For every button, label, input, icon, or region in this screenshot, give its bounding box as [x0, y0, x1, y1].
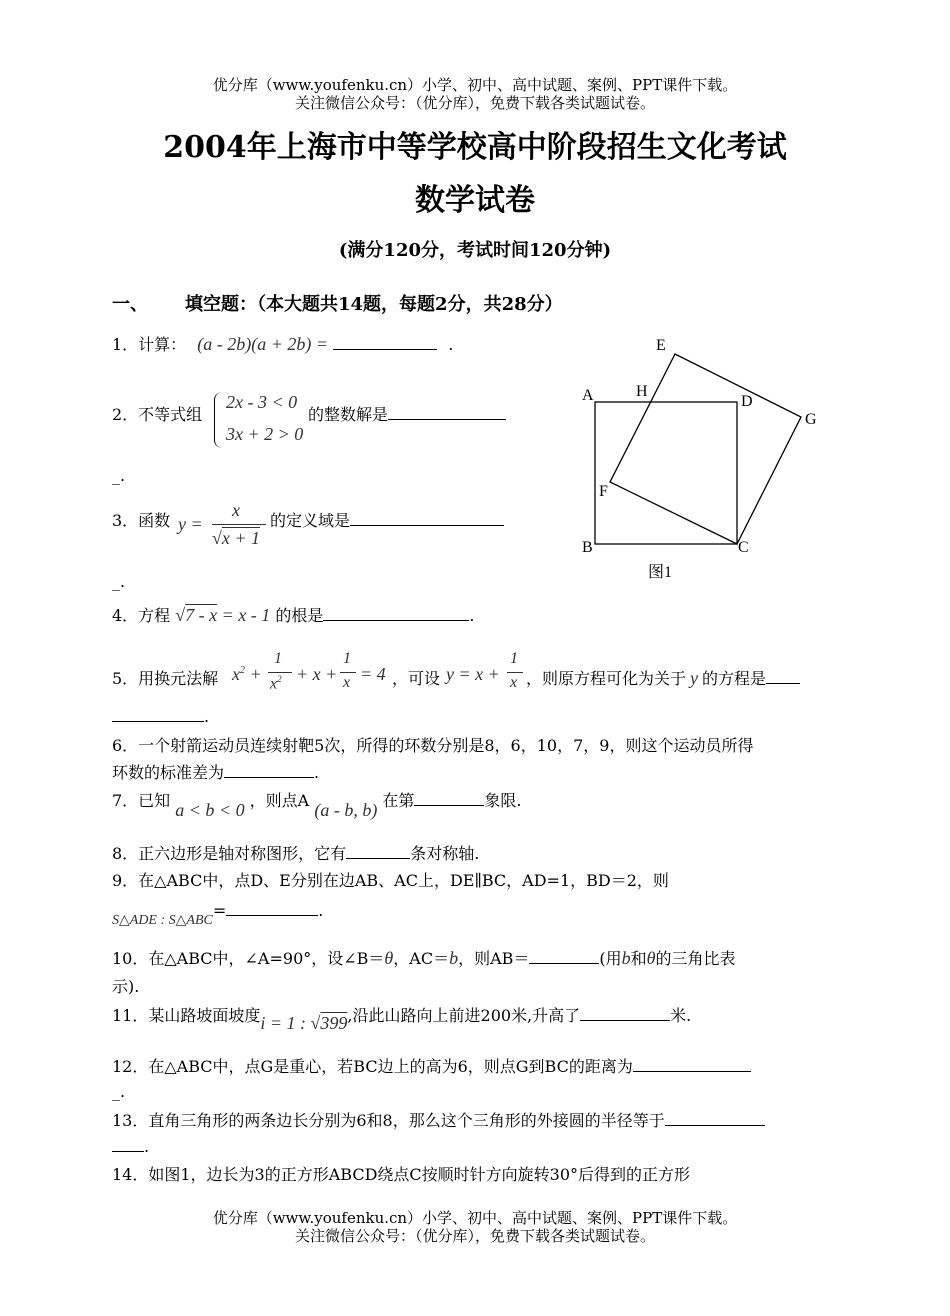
q3-prefix: 3．函数 — [112, 511, 171, 530]
question-1 — [112, 332, 453, 355]
question-11: 11．某山路坡面坡度i = 1 : √399,沿此山路向上前进200米,升高了 米. — [112, 1006, 692, 1033]
q11-answer-blank — [580, 1005, 670, 1021]
q2-brace — [214, 392, 223, 448]
label-h: H — [636, 383, 648, 400]
label-b: B — [582, 539, 593, 556]
section-heading: 填空题：（本大题共14题，每题2分，共28分） — [185, 294, 563, 315]
q3-math-denominator: √x + 1 — [212, 528, 261, 548]
q2-math-line-2: 3x + 2 > 0 — [226, 424, 304, 444]
q5-math-eq: = 4 — [360, 664, 386, 684]
q7-mid: ，则点A — [249, 791, 310, 810]
q5-math-sub: y = x + — [446, 664, 500, 684]
q7-math: a < b < 0 — [175, 800, 245, 820]
q1-answer-blank — [333, 334, 437, 350]
q7-point-math: (a - b, b) — [314, 800, 378, 820]
q4-math: √7 - x = x - 1 — [175, 605, 271, 625]
q2-prefix: 2．不等式组 — [112, 405, 203, 424]
q5-frac1-bar — [268, 672, 292, 673]
page-title: 2004年上海市中等学校高中阶段招生文化考试 — [163, 130, 787, 165]
q2-math-line-1: 2x - 3 < 0 — [226, 392, 298, 412]
header-line-2: 关注微信公众号：（优分库），免费下载各类试题试卷。 — [294, 94, 655, 112]
footer-line-1: 优分库（www.youfenku.cn）小学、初中、高中试题、案例、PPT课件下载。 — [212, 1209, 738, 1227]
q12-continuation: _. — [112, 1082, 126, 1101]
q1-math: (a - 2b)(a + 2b) = — [197, 334, 329, 354]
q5-frac3-numerator: 1 — [510, 650, 518, 667]
q4-end: . — [469, 606, 475, 625]
q9-math: S△ADE : S△ABC — [112, 913, 213, 928]
q3-fraction-bar — [212, 524, 266, 525]
q10-line-1: 10．在△ABC中，∠A=90°，设∠B＝θ，AC＝b，则AB＝ (用b和θ的三角比表 — [112, 948, 736, 968]
question-5-tail — [526, 666, 800, 689]
q7-end: 象限. — [484, 791, 522, 810]
q5-frac1-denominator: $x^2$ — [270, 674, 282, 693]
q9-line-2: S△ADE : S△ABC= . — [112, 901, 324, 928]
q2-answer-blank — [388, 404, 506, 420]
question-7 — [112, 788, 522, 820]
page-subtitle: 数学试卷 — [415, 183, 535, 218]
q5-math-lhs: $x^2$ + — [232, 664, 262, 684]
q2-continuation: _. — [112, 466, 126, 485]
q10-theta-2: θ — [646, 948, 656, 968]
question-2-tail — [308, 402, 506, 425]
q5-line-2 — [112, 706, 209, 726]
q13-answer-blank-1 — [665, 1110, 765, 1126]
q12-line-1: 12．在△ABC中，点G是重心，若BC边上的高为6，则点G到BC的距离为 — [112, 1054, 751, 1077]
label-d: D — [741, 393, 753, 410]
q3-math-numerator: x — [232, 500, 240, 520]
q6-answer-blank — [224, 762, 314, 778]
q5-frac2-bar — [340, 672, 356, 673]
q5-mid2: ，则原方程可化为关于 — [526, 669, 687, 688]
question-4 — [112, 603, 475, 626]
q14-line-1: 14．如图1，边长为3的正方形ABCD绕点C按顺时针方向旋转30°后得到的正方形 — [112, 1165, 691, 1184]
q5-answer-blank-2 — [112, 706, 204, 722]
q6-line-1: 6．一个射箭运动员连续射靶5次，所得的环数分别是8，6，10，7，9，则这个运动员所得 — [112, 736, 754, 755]
label-f: F — [599, 483, 608, 500]
figure-caption: 图1 — [648, 564, 673, 581]
label-e: E — [656, 337, 666, 354]
q6-line-2: 环数的标准差为 . — [112, 763, 320, 782]
q13-answer-blank-2 — [112, 1136, 144, 1152]
q2-suffix: 的整数解是 — [308, 405, 389, 424]
q9-answer-blank — [226, 900, 318, 916]
footer-line-2: 关注微信公众号：（优分库），免费下载各类试题试卷。 — [294, 1227, 655, 1245]
q7-suffix: 在第 — [382, 791, 415, 810]
q13-line-2: . — [112, 1136, 149, 1156]
q5-math-mid: + x + — [296, 664, 338, 684]
q10-theta: θ — [384, 948, 394, 968]
exam-info: (满分120分，考试时间120分钟) — [338, 240, 612, 261]
q7-answer-blank — [414, 790, 484, 806]
q4-answer-blank — [323, 605, 469, 621]
q5-frac3-bar — [507, 672, 523, 673]
q4-suffix: 的根是 — [275, 606, 324, 625]
q1-prefix: 1．计算： — [112, 335, 187, 354]
q9-line-1: 9．在△ABC中，点D、E分别在边AB、AC上，DE∥BC，AD=1，BD＝2，则 — [112, 871, 669, 890]
q10-b-2: b — [621, 948, 631, 968]
q5-end: . — [204, 707, 210, 726]
q12-answer-blank — [633, 1056, 751, 1072]
q11-math: i = 1 : √399 — [260, 1013, 348, 1033]
square-abcd — [595, 402, 737, 544]
q8-answer-blank — [346, 843, 410, 859]
section-number: 一、 — [112, 294, 148, 315]
label-a: A — [582, 387, 594, 404]
q5-var: y — [690, 668, 699, 688]
q5-prefix: 5．用换元法解 — [112, 669, 219, 688]
q13-line-1: 13．直角三角形的两条边长分别为6和8，那么这个三角形的外接圆的半径等于 — [112, 1108, 765, 1131]
q5-mid: ，可设 — [392, 669, 441, 688]
figure-1-diagram — [560, 330, 840, 590]
q3-answer-blank — [350, 510, 504, 526]
q5-frac1-numerator: 1 — [274, 650, 282, 667]
header-line-1: 优分库（www.youfenku.cn）小学、初中、高中试题、案例、PPT课件下载。 — [212, 76, 738, 94]
q5-suffix: 的方程是 — [702, 669, 767, 688]
q3-suffix: 的定义域是 — [270, 511, 351, 530]
label-g: G — [805, 411, 817, 428]
q5-frac2-numerator: 1 — [343, 650, 351, 667]
q10-answer-blank — [529, 948, 599, 964]
q5-answer-blank-1 — [766, 668, 800, 684]
q10-b: b — [449, 948, 459, 968]
question-8: 8．正六边形是轴对称图形，它有 条对称轴. — [112, 844, 480, 863]
q1-suffix: . — [448, 335, 454, 354]
q4-prefix: 4．方程 — [112, 606, 171, 625]
q7-prefix: 7．已知 — [112, 791, 171, 810]
q5-frac3-denominator: x — [510, 674, 518, 691]
question-3-tail — [270, 508, 504, 531]
q3-math-lhs: y = — [178, 514, 203, 534]
q3-continuation: _. — [112, 572, 126, 591]
label-c: C — [738, 539, 749, 556]
q10-line-2: 示). — [112, 977, 140, 996]
q5-frac2-denominator: x — [343, 674, 351, 691]
